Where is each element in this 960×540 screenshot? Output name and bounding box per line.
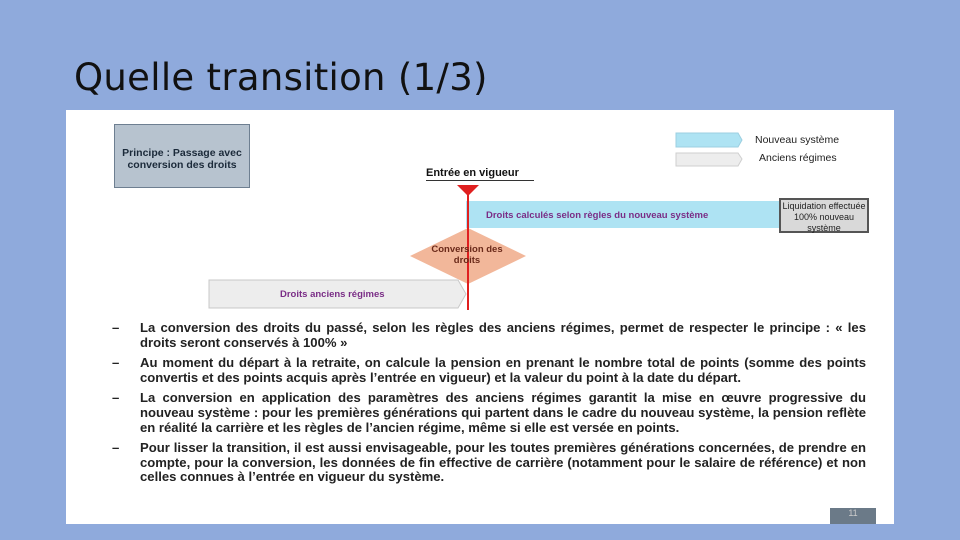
- entry-underline: [426, 180, 534, 181]
- bullet-marker: –: [112, 390, 120, 406]
- bullet-marker: –: [112, 440, 120, 456]
- bullet-text: Pour lisser la transition, il est aussi envisageable, pour les toutes premières générations concernées, de prendre en compte, pour la conversion, les données de fin effective de carrière (notamment pour le salaire de référence) et non celles connues à l’entrée en vigueur du système.: [140, 440, 866, 485]
- list-item: [112, 391, 866, 435]
- page-number: 11: [830, 508, 876, 524]
- new-rights-band-label: Droits calculés selon règles du nouveau système: [486, 210, 709, 221]
- content-panel: [66, 110, 894, 524]
- list-item: [112, 356, 866, 385]
- liquidation-box: Liquidation effectuée 100% nouveau système: [779, 198, 869, 233]
- list-item: [112, 441, 866, 485]
- bullet-text: Au moment du départ à la retraite, on calcule la pension en prenant le nombre total de points (somme des points convertis et des points acquis après l’entrée en vigueur) et la valeur du point à la date du départ.: [140, 355, 866, 385]
- legend-new-system-swatch: [676, 133, 742, 147]
- legend-old-regimes-swatch: [676, 153, 742, 166]
- conversion-diamond-label: Conversion des droits: [431, 244, 503, 266]
- bullet-marker: –: [112, 355, 120, 371]
- bullet-text: La conversion en application des paramètres des anciens régimes garantit la mise en œuvre progressive du nouveau système : pour les premières générations qui partent dans le cadre du nouveau système, la pension reflète en réalité la carrière et les règles de l’ancien régime, même si elle est versée en points.: [140, 390, 866, 435]
- bullet-list: [112, 321, 866, 491]
- bullet-text: La conversion des droits du passé, selon les règles des anciens régimes, permet de respecter le principe : « les droits seront conservés à 100% »: [140, 320, 866, 350]
- entry-label: Entrée en vigueur: [426, 167, 519, 179]
- list-item: [112, 321, 866, 350]
- legend-new-system-label: Nouveau système: [755, 134, 840, 146]
- bullet-marker: –: [112, 320, 120, 335]
- principle-box: Principe : Passage avec conversion des droits: [114, 124, 250, 188]
- legend-old-regimes-label: Anciens régimes: [759, 152, 837, 164]
- slide-title: Quelle transition (1/3): [74, 56, 488, 99]
- old-rights-band-label: Droits anciens régimes: [280, 289, 385, 300]
